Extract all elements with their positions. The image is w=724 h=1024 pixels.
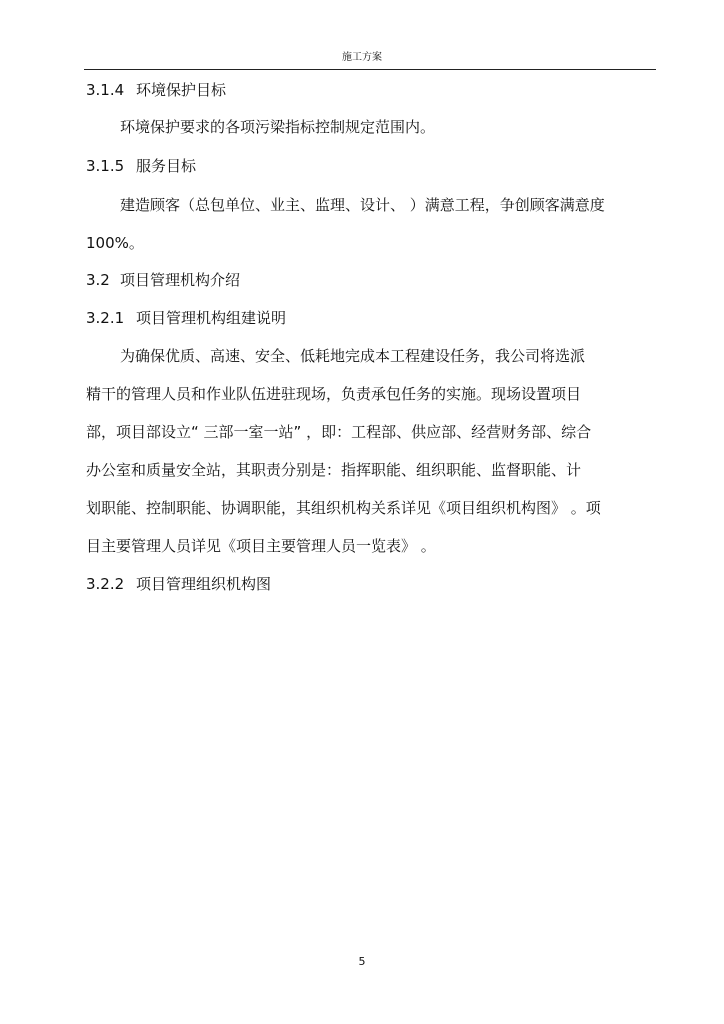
paragraph-3-2-1-line-2: 精干的管理人员和作业队伍进驻现场，负责承包任务的实施。现场设置项目 — [86, 385, 582, 403]
section-title: 环境保护目标 — [136, 81, 227, 99]
paragraph-3-2-1-line-5: 划职能、控制职能、协调职能，其组织机构关系详见《项目组织机构图》 。项 — [86, 499, 601, 517]
header-rule — [84, 69, 656, 70]
paragraph-3-2-1-line-3: 部，项目部设立“ 三部一室一站” ，即：工程部、供应部、经营财务部、综合 — [86, 423, 592, 441]
section-number: 3.2.2 — [86, 575, 125, 593]
page-number: 5 — [358, 955, 366, 968]
section-number: 3.1.4 — [86, 81, 125, 99]
section-number: 3.2.1 — [86, 309, 125, 327]
paragraph-3-1-5-line-1: 建造顾客（总包单位、业主、监理、设计、 ）满意工程，争创顾客满意度 — [120, 196, 605, 214]
heading-3-2 — [86, 271, 240, 289]
paragraph-3-2-1-line-4: 办公室和质量安全站，其职责分别是：指挥职能、组织职能、监督职能、计 — [86, 461, 582, 479]
heading-3-2-2 — [86, 575, 271, 593]
heading-3-2-1 — [86, 309, 286, 327]
section-title: 项目管理组织机构图 — [136, 575, 272, 593]
section-title: 项目管理机构组建说明 — [136, 309, 287, 327]
header-title: 施工方案 — [342, 52, 382, 63]
paragraph-3-1-5-line-2: 100%。 — [86, 234, 144, 252]
section-number: 3.2 — [86, 271, 110, 289]
paragraph-3-1-4: 环境保护要求的各项污梁指标控制规定范围内。 — [120, 118, 436, 136]
paragraph-3-2-1-line-1: 为确保优质、高速、安全、低耗地完成本工程建设任务，我公司将选派 — [120, 347, 586, 365]
section-title: 服务目标 — [136, 157, 197, 175]
section-number: 3.1.5 — [86, 157, 125, 175]
heading-3-1-5 — [86, 157, 196, 175]
paragraph-3-2-1-line-6: 目主要管理人员详见《项目主要管理人员一览表》 。 — [86, 537, 436, 555]
heading-3-1-4 — [86, 81, 226, 99]
section-title: 项目管理机构介绍 — [120, 271, 241, 289]
